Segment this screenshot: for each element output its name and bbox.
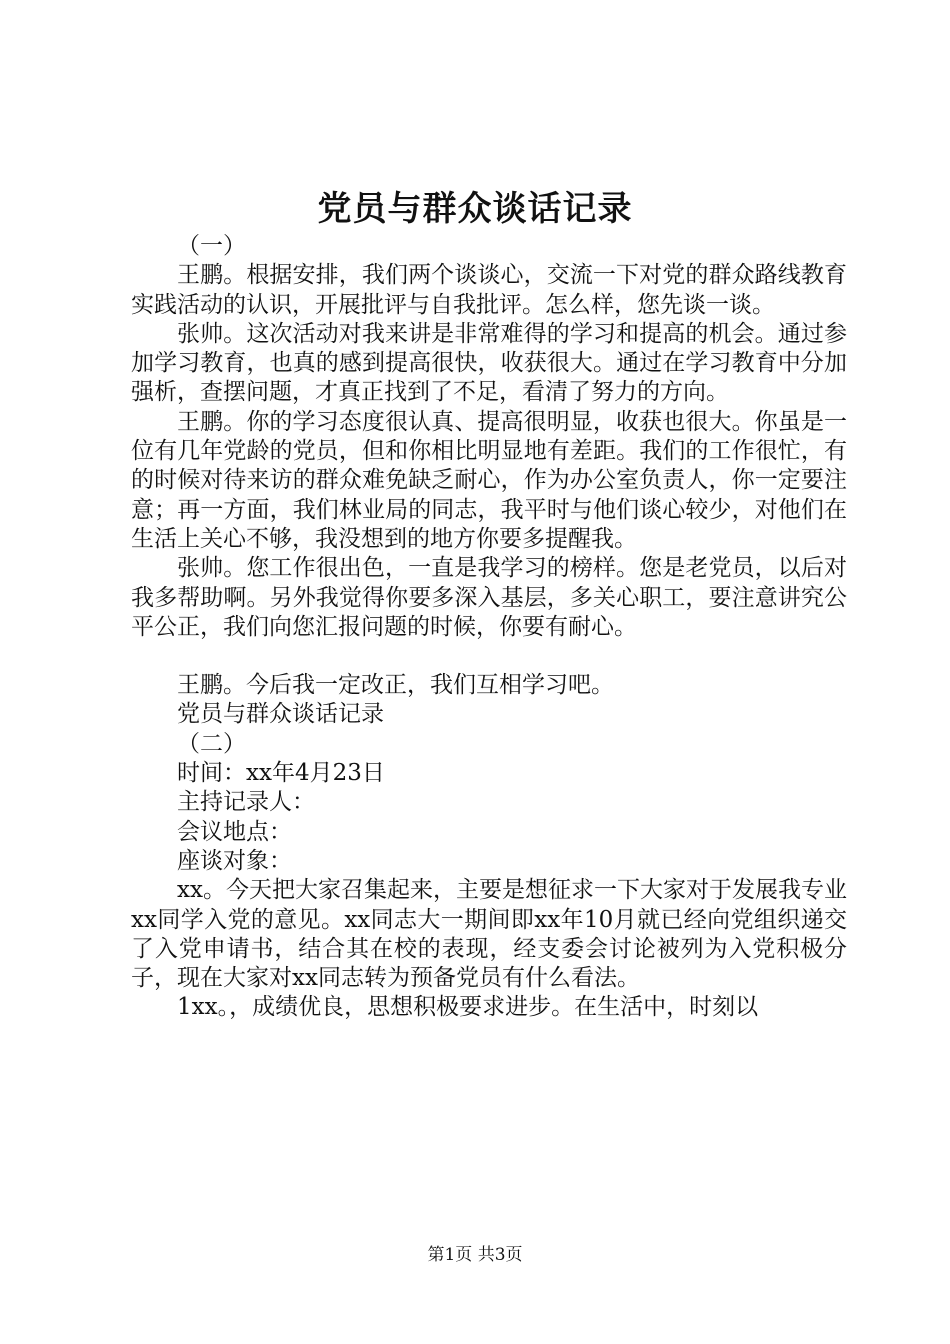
dialogue-paragraph: 1xx。，成绩优良，思想积极要求进步。在生活中，时刻以: [177, 994, 759, 1021]
dialogue-paragraph: 王鹏。根据安排，我们两个谈谈心，交流一下对党的群众路线教育实践活动的认识，开展批评与自我批评。怎么样，您先谈一谈。: [131, 262, 847, 318]
meeting-time: 时间：xx年4月23日: [177, 760, 385, 787]
section-heading: 党员与群众谈话记录: [177, 701, 384, 728]
paragraph-spacer: [131, 642, 847, 671]
section-number-2: （二）: [177, 730, 246, 757]
meeting-participants: 座谈对象：: [177, 847, 292, 874]
section-number-1: （一）: [177, 233, 246, 259]
meeting-location: 会议地点：: [177, 818, 292, 845]
dialogue-paragraph: 张帅。您工作很出色，一直是我学习的榜样。您是老党员，以后对我多帮助啊。另外我觉得你要多深入基层，多关心职工，要注意讲究公平公正，我们向您汇报问题的时候，你要有耐心。: [131, 555, 847, 640]
dialogue-paragraph: xx。今天把大家召集起来，主要是想征求一下大家对于发展我专业xx同学入党的意见。xx同志大一期间即xx年10月就已经向党组织递交了入党申请书，结合其在校的表现，经支委会讨论被列为入党积极分子，现在大家对xx同志转为预备党员有什么看法。: [131, 877, 847, 992]
page-title: 党员与群众谈话记录: [317, 189, 633, 229]
page-footer: 第1页 共3页: [427, 1245, 523, 1265]
dialogue-paragraph: 张帅。这次活动对我来讲是非常难得的学习和提高的机会。通过参加学习教育，也真的感到提高很快，收获很大。通过在学习教育中分加强析，查摆问题，才真正找到了不足，看清了努力的方向。: [131, 320, 847, 406]
meeting-host: 主持记录人：: [177, 789, 315, 816]
dialogue-paragraph: 王鹏。你的学习态度很认真、提高很明显，收获也很大。你虽是一位有几年党龄的党员，但和你相比明显地有差距。我们的工作很忙，有的时候对待来访的群众难免缺乏耐心，作为办公室负责人，你一定要注意；再一方面，我们林业局的同志，我平时与他们谈心较少，对他们在生活上关心不够，我没想到的地方你要多提醒我。: [131, 408, 847, 552]
document-body: [131, 232, 847, 1023]
dialogue-paragraph: 王鹏。今后我一定改正，我们互相学习吧。: [177, 672, 614, 699]
